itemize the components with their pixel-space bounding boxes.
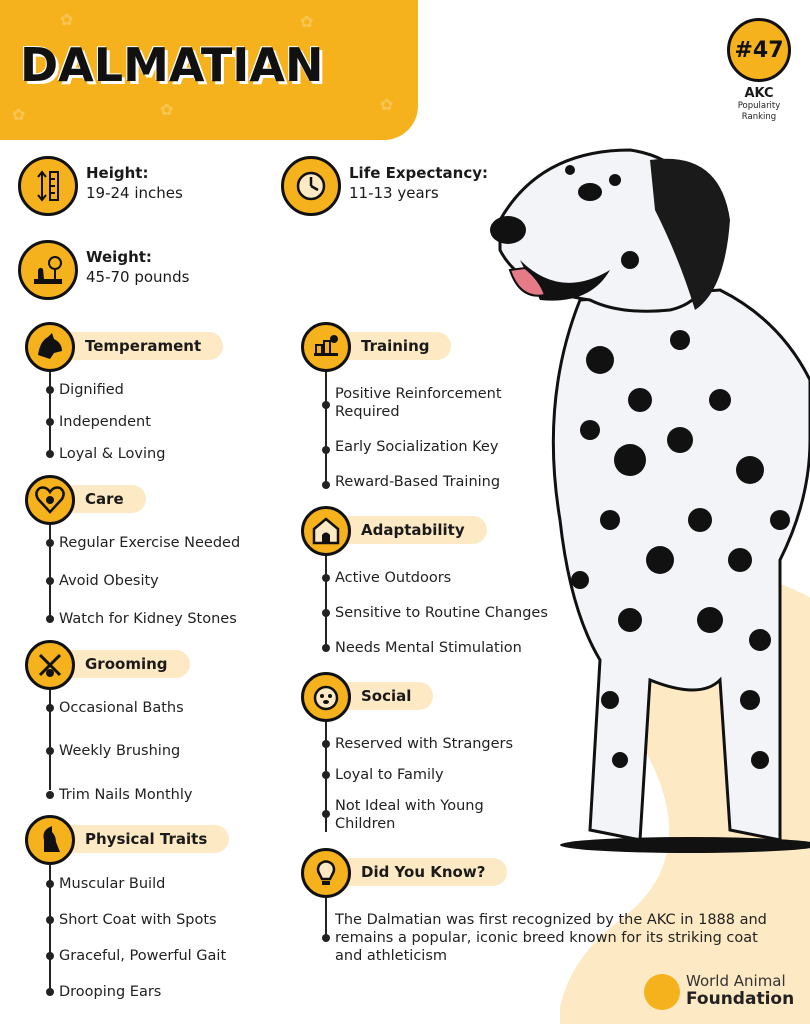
- list-item: Dignified: [59, 382, 124, 398]
- paw-pattern-icon: ✿: [380, 95, 394, 114]
- timeline-line: [325, 556, 327, 651]
- bullet-dot: [46, 418, 54, 426]
- bullet-dot: [46, 615, 54, 623]
- list-item: Short Coat with Spots: [59, 912, 217, 928]
- foundation-logo-icon: [644, 974, 680, 1010]
- stat-height-value: 19-24 inches: [86, 184, 183, 202]
- bullet-dot: [322, 481, 330, 489]
- stat-weight-label: Weight:: [86, 248, 152, 266]
- paw-pattern-icon: ✿: [60, 10, 74, 29]
- ranking-org: AKC: [744, 86, 774, 101]
- paw-pattern-icon: ✿: [160, 100, 174, 119]
- section-title: Temperament: [53, 332, 223, 360]
- clock-icon: [281, 156, 341, 216]
- bullet-dot: [46, 952, 54, 960]
- bullet-dot: [322, 771, 330, 779]
- section-temperament: [25, 322, 285, 472]
- section-title: Grooming: [53, 650, 190, 678]
- list-item: Avoid Obesity: [59, 573, 159, 589]
- bullet-dot: [46, 539, 54, 547]
- section-title: Physical Traits: [53, 825, 229, 853]
- list-item: Reward-Based Training: [335, 474, 501, 490]
- section-care: [25, 475, 285, 635]
- ranking-badge: #47: [727, 18, 791, 82]
- section-title: Care: [53, 485, 146, 513]
- bullet-dot: [322, 934, 330, 942]
- logo-line-1: World Animal: [686, 972, 786, 990]
- list-item: Active Outdoors: [335, 570, 452, 586]
- page-title: DALMATIAN: [20, 38, 324, 92]
- stat-height-label: Height:: [86, 164, 149, 182]
- list-item: Loyal & Loving: [59, 446, 166, 462]
- section-title: Training: [329, 332, 451, 360]
- timeline-line: [325, 898, 327, 938]
- ruler-icon: [18, 156, 78, 216]
- bullet-dot: [322, 810, 330, 818]
- section-title: Adaptability: [329, 516, 487, 544]
- heart-paw-icon: [25, 475, 75, 525]
- section-adaptability: [301, 506, 571, 666]
- bullet-dot: [46, 747, 54, 755]
- list-item: Trim Nails Monthly: [59, 787, 193, 803]
- bullet-dot: [322, 740, 330, 748]
- scale-icon: [18, 240, 78, 300]
- bullet-dot: [46, 704, 54, 712]
- dog-head-icon: [25, 322, 75, 372]
- lightbulb-icon: [301, 848, 351, 898]
- list-item: Graceful, Powerful Gait: [59, 948, 227, 964]
- bullet-dot: [46, 386, 54, 394]
- section-title: Social: [329, 682, 433, 710]
- world-animal-foundation-logo: [644, 966, 804, 1016]
- list-item: Loyal to Family: [335, 767, 444, 783]
- section-grooming: [25, 640, 285, 805]
- bullet-dot: [46, 916, 54, 924]
- bullet-dot: [322, 574, 330, 582]
- list-item: Needs Mental Stimulation: [335, 640, 522, 656]
- list-item: Sensitive to Routine Changes: [335, 605, 548, 621]
- bullet-dot: [322, 644, 330, 652]
- timeline-line: [325, 372, 327, 486]
- stat-life-label: Life Expectancy:: [349, 164, 488, 182]
- section-social: [301, 672, 561, 842]
- list-item: Occasional Baths: [59, 700, 184, 716]
- list-item: Muscular Build: [59, 876, 166, 892]
- list-item: Reserved with Strangers: [335, 736, 514, 752]
- bullet-dot: [46, 988, 54, 996]
- section-training: [301, 322, 561, 492]
- logo-line-2: Foundation: [686, 989, 795, 1009]
- section-did-you-know: [301, 848, 781, 968]
- title-banner: [0, 0, 418, 140]
- bullet-dot: [322, 401, 330, 409]
- list-item: Watch for Kidney Stones: [59, 611, 237, 627]
- stat-weight-value: 45-70 pounds: [86, 268, 190, 286]
- list-item: Regular Exercise Needed: [59, 535, 241, 551]
- stat-weight: [18, 240, 258, 304]
- list-item: Not Ideal with Young Children: [335, 798, 484, 832]
- list-item: Drooping Ears: [59, 984, 162, 1000]
- list-item: Positive Reinforcement Required: [335, 386, 502, 420]
- ranking-label: Popularity Ranking: [737, 101, 781, 122]
- bullet-dot: [322, 609, 330, 617]
- fact-text: The Dalmatian was first recognized by the AKC in 1888 and remains a popular, iconic breed known for its striking coat and athleticism: [335, 912, 767, 964]
- section-title: Did You Know?: [329, 858, 507, 886]
- agility-dog-icon: [301, 322, 351, 372]
- paw-pattern-icon: ✿: [300, 12, 314, 31]
- list-item: Early Socialization Key: [335, 439, 499, 455]
- list-item: Weekly Brushing: [59, 743, 181, 759]
- bullet-dot: [46, 791, 54, 799]
- sitting-dog-icon: [25, 815, 75, 865]
- list-item: Independent: [59, 414, 151, 430]
- bullet-dot: [46, 450, 54, 458]
- dog-house-icon: [301, 506, 351, 556]
- bullet-dot: [322, 446, 330, 454]
- section-physical-traits: [25, 815, 285, 1005]
- paw-pattern-icon: ✿: [12, 105, 26, 124]
- bullet-dot: [46, 880, 54, 888]
- stat-life-value: 11-13 years: [349, 184, 439, 202]
- timeline-line: [49, 372, 51, 457]
- stat-height: [18, 156, 258, 220]
- grooming-tools-icon: [25, 640, 75, 690]
- bullet-dot: [46, 577, 54, 585]
- dog-face-heart-icon: [301, 672, 351, 722]
